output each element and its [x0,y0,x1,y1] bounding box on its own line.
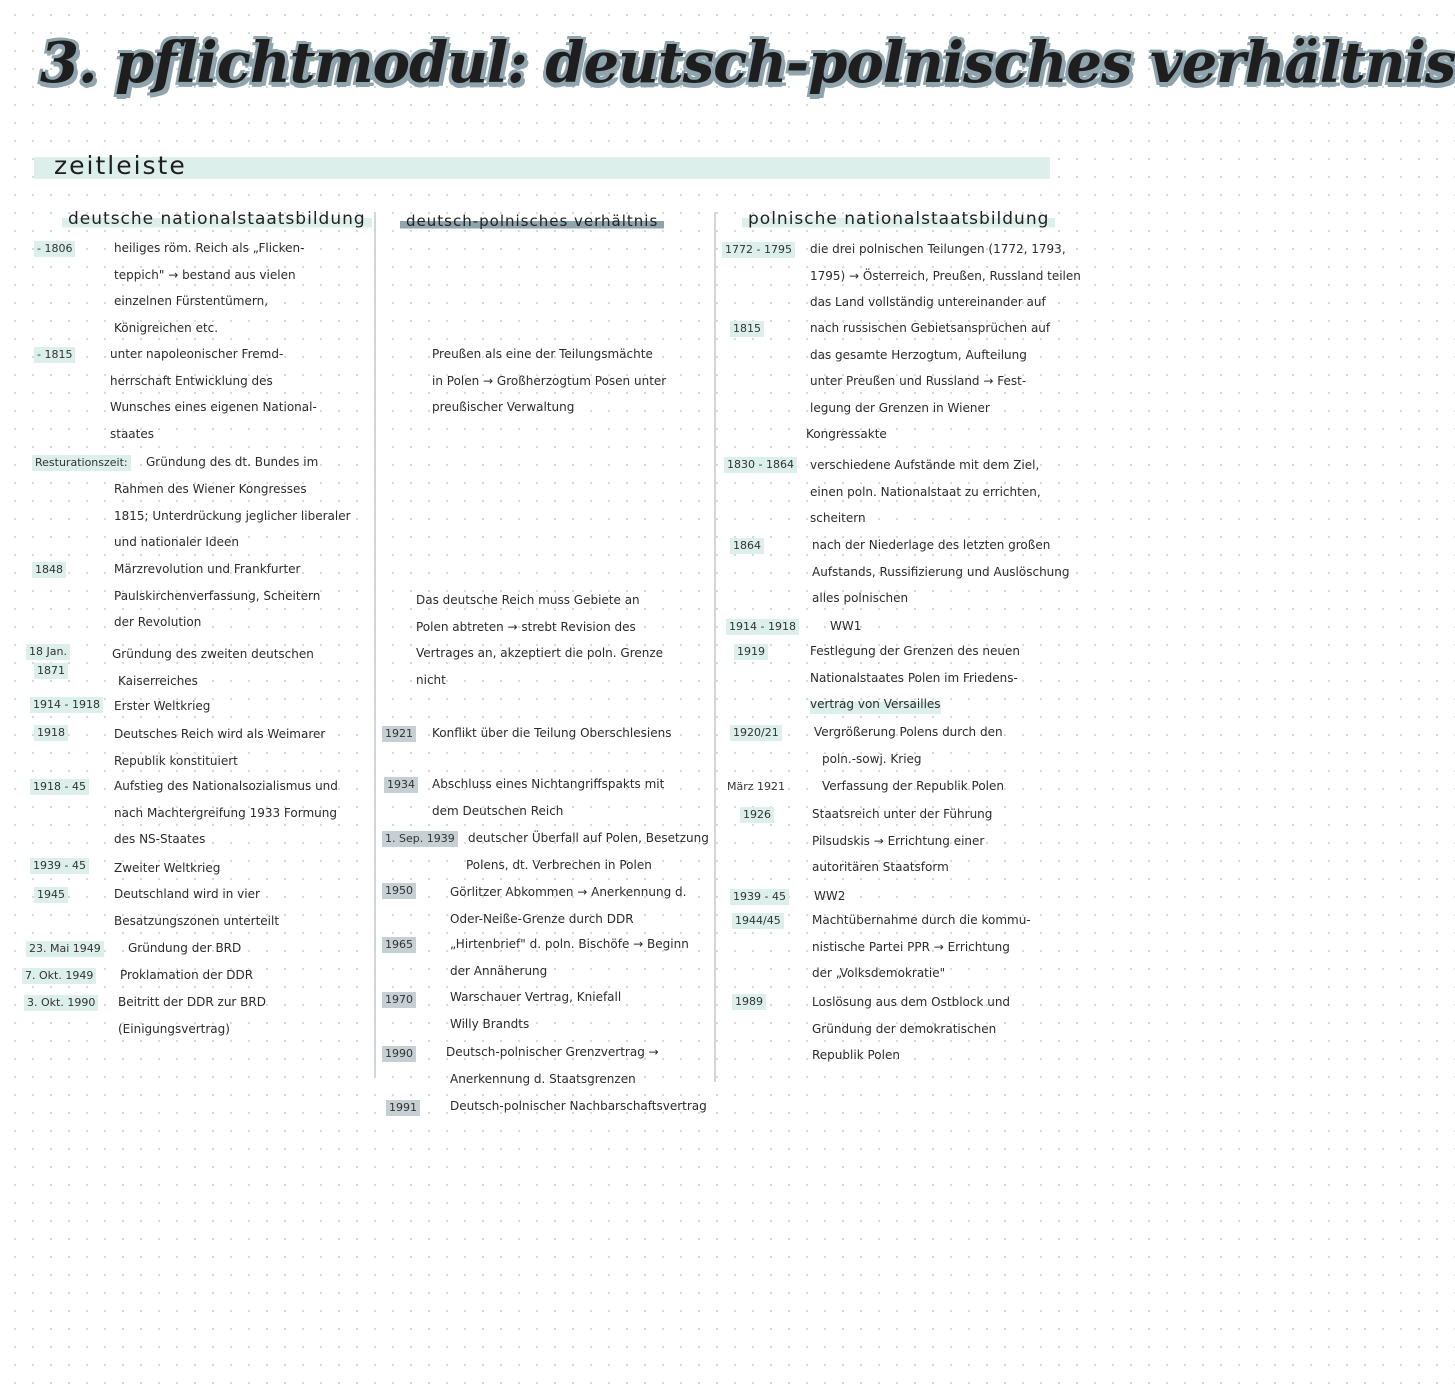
entry-line: Deutsches Reich wird als Weimarer [114,727,326,741]
entry-line: Vergrößerung Polens durch den [814,725,1003,739]
entry-line: Paulskirchenverfassung, Scheitern [114,588,321,603]
entry-line: poln.-sowj. Krieg [822,751,922,766]
german-date: 1848 [32,562,66,578]
entry-line: Das deutsche Reich muss Gebiete an [416,593,640,607]
polish-date: 1989 [732,994,766,1010]
entry-line: herrschaft Entwicklung des [110,373,273,388]
page-title: 3. pflichtmodul: deutsch-polnisches verhältnis [40,30,1455,96]
german-entry [114,476,351,556]
middle-entry [446,1039,659,1092]
polish-entry [812,989,1010,1069]
german-date: - 1815 [34,347,75,363]
entry-line: Abschluss eines Nichtangriffspakts mit [432,777,665,791]
german-entry [114,855,220,882]
entry-line: die drei polnischen Teilungen (1772, 1793, [810,242,1066,256]
entry-line: WW2 [814,889,846,903]
entry-line: deutscher Überfall auf Polen, Besetzung [468,831,709,845]
middle-date: 1921 [382,726,416,742]
polish-date: 1944/45 [732,913,784,929]
german-entry [146,449,318,476]
german-entry [114,721,325,774]
entry-line: preußischer Verwaltung [432,400,575,414]
polish-date: 1830 - 1864 [724,457,797,473]
german-date: 1871 [34,663,68,679]
subtitle: zeitleiste [54,151,187,180]
middle-date: 1965 [382,937,416,953]
german-date: 23. Mai 1949 [26,941,104,957]
entry-line: Konflikt über die Teilung Oberschlesiens [432,726,672,740]
middle-date: 1934 [384,777,418,793]
german-entry [114,693,210,720]
polish-entry [810,452,1041,532]
polish-entry [822,773,1004,800]
entry-line: Polen abtreten → strebt Revision des [416,619,636,634]
german-entry [112,641,314,694]
entry-line: Deutsch-polnischer Grenzvertrag → [446,1045,659,1059]
entry-line: der Revolution [114,615,202,629]
entry-line: Vertrages an, akzeptiert die poln. Grenze [416,646,664,660]
entry-line: Gründung der demokratischen [812,1021,997,1036]
german-entry [114,556,320,636]
polish-date: 1914 - 1918 [726,619,799,635]
entry-line: der „Volksdemokratie" [812,966,946,980]
entry-line: das gesamte Herzogtum, Aufteilung [810,347,1027,362]
german-date: 1918 - 45 [30,779,89,795]
entry-line: Polens, dt. Verbrechen in Polen [466,857,652,872]
column-divider-right [714,212,716,1082]
entry-line: Deutsch-polnischer Nachbarschaftsvertrag [450,1099,707,1113]
entry-line: alles polnischen [812,591,909,605]
middle-entry [450,1093,707,1120]
german-entry [110,341,317,447]
entry-line: Kaiserreiches [118,673,198,688]
entry-line: verschiedene Aufstände mit dem Ziel, [810,458,1040,472]
middle-date: 1970 [382,992,416,1008]
entry-line: Machtübernahme durch die kommu- [812,913,1031,927]
entry-line: teppich" → bestand aus vielen [114,267,296,282]
entry-line: Görlitzer Abkommen → Anerkennung d. [450,885,687,899]
entry-line: Beitritt der DDR zur BRD [118,995,266,1009]
entry-line: legung der Grenzen in Wiener [810,400,990,415]
entry-line: Gründung des dt. Bundes im [146,455,319,469]
entry-line: Republik konstituiert [114,753,238,768]
middle-entry [432,771,664,824]
entry-line: heiliges röm. Reich als „Flicken- [114,241,305,255]
entry-line: vertrag von Versailles [810,691,941,718]
entry-line: nicht [416,672,446,687]
entry-line: nach russischen Gebietsansprüchen auf [810,321,1051,335]
polish-entry [810,315,1050,421]
polish-entry [806,421,887,448]
entry-line: dem Deutschen Reich [432,803,564,818]
german-date: 1918 [34,725,68,741]
polish-entry [812,801,992,881]
entry-line: Republik Polen [812,1048,900,1062]
entry-line: Aufstieg des Nationalsozialismus und [114,779,338,793]
entry-line: staates [110,426,155,441]
german-date: 1939 - 45 [30,858,89,874]
polish-entry [830,613,861,640]
middle-date: 1991 [386,1100,420,1116]
middle-date: 1950 [382,883,416,899]
polish-entry [814,883,845,910]
entry-line: Aufstands, Russifizierung und Auslöschung [812,564,1070,579]
german-date: - 1806 [34,241,75,257]
middle-entry [416,587,663,693]
polish-date: 1815 [730,321,764,337]
middle-entry [450,931,689,984]
polish-date: 1864 [730,538,764,554]
polish-entry [810,638,1020,718]
entry-line: Preußen als eine der Teilungsmächte [432,347,653,361]
entry-line: Gründung des zweiten deutschen [112,647,314,661]
german-entry [118,989,266,1042]
entry-line: Loslösung aus dem Ostblock und [812,995,1011,1009]
polish-entry [810,236,1081,316]
entry-line: Gründung der BRD [128,941,242,955]
entry-line: Oder-Neiße-Grenze durch DDR [450,911,634,926]
german-column-heading: deutsche nationalstaatsbildung [62,209,372,229]
german-date: 1914 - 1918 [30,697,103,713]
entry-line: einen poln. Nationalstaat zu errichten, [810,484,1041,499]
entry-line: Verfassung der Republik Polen [822,779,1004,793]
german-date: 3. Okt. 1990 [24,995,98,1011]
middle-date: 1990 [382,1046,416,1062]
middle-entry [450,879,686,932]
german-entry [128,935,241,962]
entry-line: und nationaler Ideen [114,535,239,549]
entry-line: unter napoleonischer Fremd- [110,347,284,361]
entry-line: das Land vollständig untereinander auf [810,295,1046,309]
entry-line: unter Preußen und Russland → Fest- [810,374,1027,388]
entry-line: Festlegung der Grenzen des neuen [810,644,1021,658]
entry-line: nistische Partei PPR → Errichtung [812,939,1010,954]
entry-line: Königreichen etc. [114,320,219,335]
entry-line: Nationalstaates Polen im Friedens- [810,670,1018,685]
entry-line: WW1 [830,619,862,633]
entry-line: des NS-Staates [114,832,206,846]
column-divider-left [374,212,376,1077]
entry-line: einzelnen Fürstentümern, [114,294,269,308]
entry-line: Zweiter Weltkrieg [114,861,221,875]
polish-date: 1920/21 [730,725,782,741]
entry-line: der Annäherung [450,963,548,978]
polish-date: März 1921 [727,780,786,793]
polish-entry [812,907,1031,987]
middle-column-heading: deutsch-polnisches verhältnis [400,212,664,230]
polish-entry [814,719,1003,772]
polish-date: 1939 - 45 [730,889,789,905]
polish-date: 1926 [740,807,774,823]
polish-date: 1919 [734,644,768,660]
polish-entry [812,532,1070,612]
entry-line: Staatsreich unter der Führung [812,807,993,821]
entry-line: Rahmen des Wiener Kongresses [114,482,307,496]
entry-line: 1815; Unterdrückung jeglicher liberaler [114,508,351,523]
entry-line: Besatzungszonen unterteilt [114,913,280,928]
polish-column-heading: polnische nationalstaatsbildung [742,209,1055,229]
middle-entry [432,341,666,421]
entry-line: in Polen → Großherzogtum Posen unter [432,373,667,388]
polish-date: 1772 - 1795 [722,242,795,258]
entry-line: Erster Weltkrieg [114,699,211,713]
entry-line: nach der Niederlage des letzten großen [812,538,1051,552]
entry-line: (Einigungsvertrag) [118,1021,230,1036]
entry-line: Kongressakte [806,427,887,441]
german-entry [120,962,253,989]
german-date: 7. Okt. 1949 [22,968,96,984]
entry-line: Warschauer Vertrag, Kniefall [450,990,622,1004]
german-date: 18 Jan. [26,644,70,660]
entry-line: Wunsches eines eigenen National- [110,400,317,414]
entry-line: nach Machtergreifung 1933 Formung [114,805,337,820]
entry-line: autoritären Staatsform [812,860,949,874]
middle-date: 1. Sep. 1939 [382,831,458,847]
entry-line: Märzrevolution und Frankfurter [114,562,301,576]
entry-line: 1795) → Österreich, Preußen, Russland teilen [810,268,1081,283]
entry-line: Anerkennung d. Staatsgrenzen [450,1071,636,1086]
middle-entry [432,720,671,747]
german-entry [114,773,338,853]
german-entry [114,235,304,341]
entry-line: Deutschland wird in vier [114,887,260,901]
german-entry [114,881,279,934]
entry-line: „Hirtenbrief" d. poln. Bischöfe → Beginn [450,937,689,951]
middle-entry [450,984,621,1037]
german-date: Resturationszeit: [32,455,131,471]
entry-line: Willy Brandts [450,1016,530,1031]
entry-line: scheitern [810,511,866,525]
entry-line: Pilsudskis → Errichtung einer [812,833,985,848]
german-date: 1945 [34,887,68,903]
middle-entry [466,825,709,878]
entry-line: Proklamation der DDR [120,968,254,982]
